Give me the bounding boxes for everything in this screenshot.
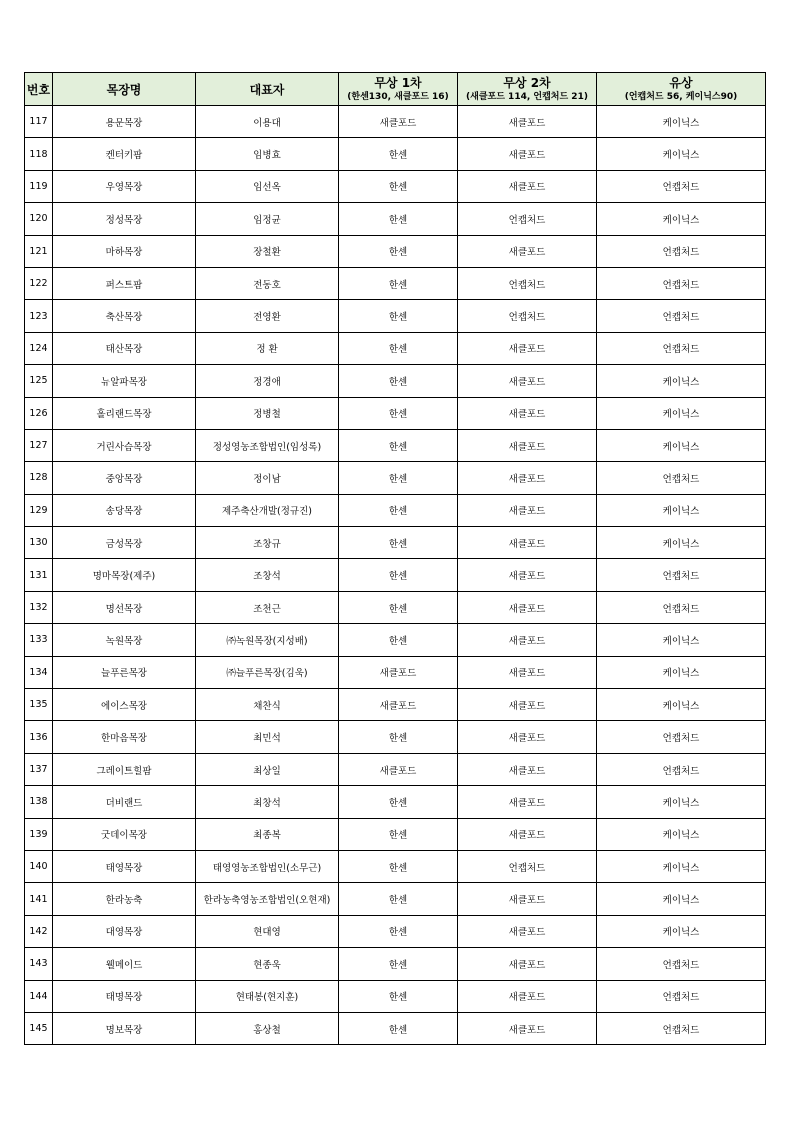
- cell-paid: 케이닉스: [597, 397, 766, 429]
- cell-free-2nd: 새클포드: [458, 591, 597, 623]
- cell-paid: 언캡처드: [597, 332, 766, 364]
- table-row: [25, 721, 766, 753]
- cell-free-2nd: 새클포드: [458, 332, 597, 364]
- cell-representative: 장철환: [196, 235, 339, 267]
- cell-number: 134: [25, 656, 53, 688]
- col-header-paid-label: 유상: [669, 75, 693, 90]
- cell-representative: 조창규: [196, 527, 339, 559]
- cell-number: 143: [25, 948, 53, 980]
- cell-free-2nd: 언캡처드: [458, 267, 597, 299]
- cell-paid: 언캡처드: [597, 753, 766, 785]
- cell-paid: 케이닉스: [597, 494, 766, 526]
- cell-ranch-name: 웰메이드: [53, 948, 196, 980]
- cell-free-2nd: 새클포드: [458, 948, 597, 980]
- cell-free-1st: 한센: [339, 138, 458, 170]
- cell-representative: 채찬식: [196, 689, 339, 721]
- cell-free-2nd: 새클포드: [458, 138, 597, 170]
- cell-free-2nd: 새클포드: [458, 235, 597, 267]
- col-header-paid-sub: (언캡처드 56, 케이닉스90): [624, 91, 738, 102]
- cell-ranch-name: 중앙목장: [53, 462, 196, 494]
- cell-number: 128: [25, 462, 53, 494]
- cell-free-1st: 한센: [339, 948, 458, 980]
- ranch-allocation-table: [24, 72, 766, 1045]
- col-header-free-1st: [339, 73, 458, 106]
- cell-free-2nd: 새클포드: [458, 106, 597, 138]
- col-header-free-2nd-label: 무상 2차: [503, 75, 551, 90]
- table-row: [25, 850, 766, 882]
- table-body: [25, 106, 766, 1045]
- cell-free-2nd: 새클포드: [458, 818, 597, 850]
- cell-representative: 정병철: [196, 397, 339, 429]
- cell-number: 145: [25, 1012, 53, 1044]
- header-row: [25, 73, 766, 106]
- cell-free-2nd: 새클포드: [458, 786, 597, 818]
- cell-ranch-name: 태영목장: [53, 850, 196, 882]
- cell-free-2nd: 새클포드: [458, 527, 597, 559]
- cell-free-2nd: 언캡처드: [458, 203, 597, 235]
- cell-number: 132: [25, 591, 53, 623]
- cell-ranch-name: 거린사슴목장: [53, 429, 196, 461]
- cell-ranch-name: 굿데이목장: [53, 818, 196, 850]
- cell-paid: 언캡처드: [597, 462, 766, 494]
- cell-ranch-name: 명선목장: [53, 591, 196, 623]
- col-header-representative: 대표자: [196, 73, 339, 106]
- cell-free-1st: 한센: [339, 235, 458, 267]
- table-row: [25, 980, 766, 1012]
- table-row: [25, 689, 766, 721]
- col-header-number: 번호: [25, 73, 53, 106]
- cell-free-2nd: 새클포드: [458, 494, 597, 526]
- cell-number: 144: [25, 980, 53, 1012]
- table-row: [25, 818, 766, 850]
- cell-representative: 최민석: [196, 721, 339, 753]
- cell-representative: 정 환: [196, 332, 339, 364]
- cell-representative: ㈜늘푸른목장(김욱): [196, 656, 339, 688]
- col-header-free-2nd-sub: (새클포드 114, 언캡처드 21): [466, 91, 588, 102]
- cell-free-1st: 한센: [339, 365, 458, 397]
- cell-ranch-name: 퍼스트팜: [53, 267, 196, 299]
- cell-number: 121: [25, 235, 53, 267]
- cell-paid: 케이닉스: [597, 624, 766, 656]
- cell-free-2nd: 새클포드: [458, 462, 597, 494]
- cell-number: 127: [25, 429, 53, 461]
- cell-ranch-name: 용문목장: [53, 106, 196, 138]
- cell-representative: 홍상철: [196, 1012, 339, 1044]
- cell-free-2nd: 새클포드: [458, 753, 597, 785]
- cell-ranch-name: 정성목장: [53, 203, 196, 235]
- cell-ranch-name: 늘푸른목장: [53, 656, 196, 688]
- table-row: [25, 332, 766, 364]
- cell-free-1st: 한센: [339, 559, 458, 591]
- cell-paid: 케이닉스: [597, 429, 766, 461]
- cell-free-1st: 새클포드: [339, 106, 458, 138]
- cell-free-1st: 한센: [339, 429, 458, 461]
- cell-ranch-name: 축산목장: [53, 300, 196, 332]
- cell-number: 139: [25, 818, 53, 850]
- cell-number: 129: [25, 494, 53, 526]
- table-row: [25, 883, 766, 915]
- cell-paid: 케이닉스: [597, 818, 766, 850]
- table-row: [25, 106, 766, 138]
- cell-free-1st: 한센: [339, 915, 458, 947]
- cell-paid: 언캡처드: [597, 170, 766, 202]
- cell-free-2nd: 새클포드: [458, 170, 597, 202]
- cell-number: 120: [25, 203, 53, 235]
- cell-free-2nd: 새클포드: [458, 429, 597, 461]
- table-row: [25, 591, 766, 623]
- cell-number: 131: [25, 559, 53, 591]
- cell-free-2nd: 새클포드: [458, 721, 597, 753]
- table-row: [25, 365, 766, 397]
- cell-ranch-name: 켄터키팜: [53, 138, 196, 170]
- table-row: [25, 170, 766, 202]
- cell-free-1st: 한센: [339, 332, 458, 364]
- cell-free-1st: 한센: [339, 721, 458, 753]
- table-container: [24, 72, 765, 1045]
- cell-free-2nd: 새클포드: [458, 624, 597, 656]
- cell-representative: 정이남: [196, 462, 339, 494]
- cell-free-1st: 한센: [339, 462, 458, 494]
- cell-representative: 전동호: [196, 267, 339, 299]
- cell-paid: 언캡처드: [597, 980, 766, 1012]
- cell-number: 126: [25, 397, 53, 429]
- cell-free-1st: 새클포드: [339, 689, 458, 721]
- cell-paid: 케이닉스: [597, 203, 766, 235]
- cell-representative: 제주축산개발(정규진): [196, 494, 339, 526]
- cell-free-1st: 한센: [339, 786, 458, 818]
- table-row: [25, 235, 766, 267]
- table-row: [25, 267, 766, 299]
- col-header-free-1st-sub: (한센130, 새클포드 16): [347, 91, 449, 102]
- cell-free-1st: 한센: [339, 591, 458, 623]
- cell-free-2nd: 새클포드: [458, 915, 597, 947]
- col-header-paid: [597, 73, 766, 106]
- cell-ranch-name: 뉴알파목장: [53, 365, 196, 397]
- cell-representative: 최상일: [196, 753, 339, 785]
- cell-representative: 조창석: [196, 559, 339, 591]
- table-row: [25, 138, 766, 170]
- col-header-free-2nd: [458, 73, 597, 106]
- cell-free-1st: 한센: [339, 527, 458, 559]
- cell-paid: 언캡처드: [597, 721, 766, 753]
- cell-paid: 언캡처드: [597, 591, 766, 623]
- table-row: [25, 753, 766, 785]
- table-row: [25, 948, 766, 980]
- cell-paid: 케이닉스: [597, 786, 766, 818]
- cell-paid: 언캡처드: [597, 235, 766, 267]
- table-row: [25, 786, 766, 818]
- cell-free-1st: 한센: [339, 397, 458, 429]
- cell-free-1st: 한센: [339, 883, 458, 915]
- cell-representative: 현태봉(현지훈): [196, 980, 339, 1012]
- cell-number: 117: [25, 106, 53, 138]
- table-row: [25, 656, 766, 688]
- cell-free-1st: 한센: [339, 494, 458, 526]
- cell-representative: 태영영농조합법인(소무근): [196, 850, 339, 882]
- cell-free-1st: 새클포드: [339, 753, 458, 785]
- cell-ranch-name: 송당목장: [53, 494, 196, 526]
- cell-free-2nd: 새클포드: [458, 365, 597, 397]
- cell-number: 140: [25, 850, 53, 882]
- table-row: [25, 494, 766, 526]
- cell-representative: 조천근: [196, 591, 339, 623]
- cell-ranch-name: 녹원목장: [53, 624, 196, 656]
- cell-paid: 케이닉스: [597, 850, 766, 882]
- cell-ranch-name: 한마음목장: [53, 721, 196, 753]
- cell-free-1st: 한센: [339, 1012, 458, 1044]
- cell-representative: 임병효: [196, 138, 339, 170]
- table-row: [25, 915, 766, 947]
- cell-paid: 언캡처드: [597, 1012, 766, 1044]
- cell-number: 135: [25, 689, 53, 721]
- table-row: [25, 462, 766, 494]
- cell-ranch-name: 홀리랜드목장: [53, 397, 196, 429]
- table-row: [25, 397, 766, 429]
- cell-number: 141: [25, 883, 53, 915]
- cell-ranch-name: 태산목장: [53, 332, 196, 364]
- cell-representative: 현종욱: [196, 948, 339, 980]
- cell-paid: 케이닉스: [597, 915, 766, 947]
- cell-free-1st: 한센: [339, 170, 458, 202]
- cell-paid: 케이닉스: [597, 656, 766, 688]
- col-header-free-1st-label: 무상 1차: [374, 75, 422, 90]
- cell-ranch-name: 그레이트힐팜: [53, 753, 196, 785]
- cell-ranch-name: 명보목장: [53, 1012, 196, 1044]
- cell-paid: 케이닉스: [597, 883, 766, 915]
- cell-free-1st: 한센: [339, 267, 458, 299]
- cell-free-2nd: 언캡처드: [458, 300, 597, 332]
- cell-paid: 언캡처드: [597, 300, 766, 332]
- cell-ranch-name: 명마목장(제주): [53, 559, 196, 591]
- table-row: [25, 527, 766, 559]
- cell-number: 124: [25, 332, 53, 364]
- cell-paid: 언캡처드: [597, 267, 766, 299]
- cell-ranch-name: 대영목장: [53, 915, 196, 947]
- table-row: [25, 203, 766, 235]
- cell-paid: 케이닉스: [597, 138, 766, 170]
- cell-free-1st: 한센: [339, 980, 458, 1012]
- cell-free-2nd: 새클포드: [458, 1012, 597, 1044]
- cell-representative: 임정균: [196, 203, 339, 235]
- cell-ranch-name: 금성목장: [53, 527, 196, 559]
- cell-representative: 정성영농조합법인(임성록): [196, 429, 339, 461]
- cell-number: 119: [25, 170, 53, 202]
- cell-paid: 케이닉스: [597, 365, 766, 397]
- cell-representative: ㈜녹원목장(지성배): [196, 624, 339, 656]
- cell-free-2nd: 새클포드: [458, 883, 597, 915]
- cell-number: 125: [25, 365, 53, 397]
- cell-ranch-name: 한라농축: [53, 883, 196, 915]
- col-header-ranch-name: 목장명: [53, 73, 196, 106]
- cell-representative: 이용대: [196, 106, 339, 138]
- cell-number: 130: [25, 527, 53, 559]
- cell-number: 136: [25, 721, 53, 753]
- cell-representative: 현대영: [196, 915, 339, 947]
- cell-ranch-name: 우영목장: [53, 170, 196, 202]
- table-row: [25, 300, 766, 332]
- cell-number: 133: [25, 624, 53, 656]
- cell-free-2nd: 새클포드: [458, 689, 597, 721]
- cell-representative: 임선옥: [196, 170, 339, 202]
- cell-paid: 언캡처드: [597, 559, 766, 591]
- cell-ranch-name: 마하목장: [53, 235, 196, 267]
- cell-number: 122: [25, 267, 53, 299]
- cell-free-1st: 한센: [339, 850, 458, 882]
- cell-representative: 최창석: [196, 786, 339, 818]
- cell-free-2nd: 새클포드: [458, 397, 597, 429]
- cell-ranch-name: 에이스목장: [53, 689, 196, 721]
- cell-free-2nd: 새클포드: [458, 656, 597, 688]
- cell-representative: 전영환: [196, 300, 339, 332]
- cell-number: 123: [25, 300, 53, 332]
- table-row: [25, 624, 766, 656]
- cell-number: 138: [25, 786, 53, 818]
- table-row: [25, 429, 766, 461]
- cell-representative: 최종복: [196, 818, 339, 850]
- cell-representative: 한라농축영농조합법인(오현재): [196, 883, 339, 915]
- table-row: [25, 1012, 766, 1044]
- cell-free-2nd: 새클포드: [458, 559, 597, 591]
- cell-number: 137: [25, 753, 53, 785]
- cell-paid: 케이닉스: [597, 106, 766, 138]
- cell-free-2nd: 언캡처드: [458, 850, 597, 882]
- cell-paid: 케이닉스: [597, 689, 766, 721]
- cell-ranch-name: 더비랜드: [53, 786, 196, 818]
- cell-free-1st: 한센: [339, 818, 458, 850]
- cell-representative: 정경애: [196, 365, 339, 397]
- cell-free-2nd: 새클포드: [458, 980, 597, 1012]
- cell-paid: 언캡처드: [597, 948, 766, 980]
- cell-free-1st: 새클포드: [339, 656, 458, 688]
- cell-free-1st: 한센: [339, 203, 458, 235]
- cell-free-1st: 한센: [339, 624, 458, 656]
- cell-number: 118: [25, 138, 53, 170]
- cell-paid: 케이닉스: [597, 527, 766, 559]
- table-row: [25, 559, 766, 591]
- cell-free-1st: 한센: [339, 300, 458, 332]
- cell-number: 142: [25, 915, 53, 947]
- cell-ranch-name: 태명목장: [53, 980, 196, 1012]
